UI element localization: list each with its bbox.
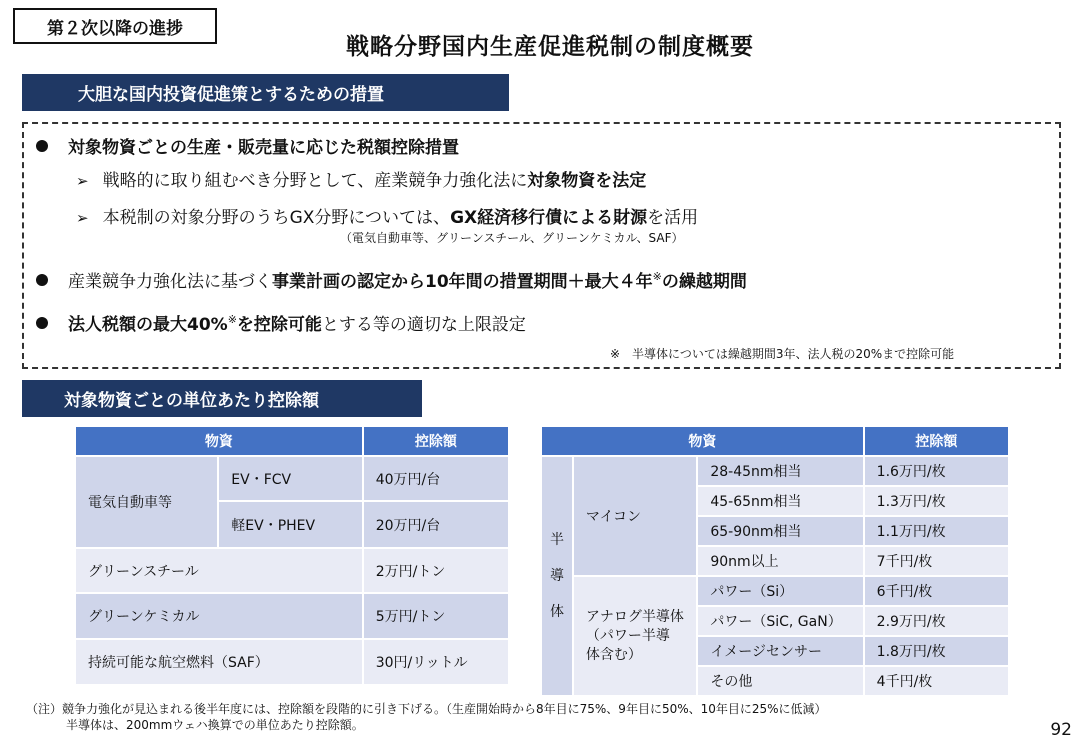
table-cell: 1.3万円/枚 [864, 486, 1009, 516]
col-header-amount: 控除額 [363, 426, 509, 456]
sub-item-gx: ➢ 本税制の対象分野のうちGX分野については、GX経済移行債による財源を活用 [76, 208, 699, 228]
gx-fields-note: （電気自動車等、グリーンスチール、グリーンケミカル、SAF） [340, 231, 684, 245]
table-cell: 90nm以上 [697, 546, 863, 576]
table-cell: パワー（SiC, GaN） [697, 606, 863, 636]
table-cell: 6千円/枚 [864, 576, 1009, 606]
table-cell: EV・FCV [218, 456, 362, 501]
table-cell: 45-65nm相当 [697, 486, 863, 516]
note-line: 半導体は、200mmウェハ換算での単位あたり控除額。 [66, 718, 364, 732]
page-number: 92 [1050, 720, 1072, 740]
semiconductor-category: 半 導 体 [541, 456, 573, 696]
right-credit-table [540, 425, 1010, 697]
table-cell: 1.6万円/枚 [864, 456, 1009, 486]
table-cell: 30円/リットル [363, 639, 509, 685]
table-cell: パワー（Si） [697, 576, 863, 606]
table-notes [26, 701, 827, 733]
micon-label: マイコン [573, 456, 697, 576]
bullet-cap: 法人税額の最大40%※を控除可能とする等の適切な上限設定 [36, 310, 526, 335]
left-credit-table [74, 425, 510, 686]
table-cell: 1.8万円/枚 [864, 636, 1009, 666]
table-cell: 2万円/トン [363, 548, 509, 593]
sub-item-legal: ➢ 戦略的に取り組むべき分野として、産業競争力強化法に対象物資を法定 [76, 171, 647, 191]
table-cell: 軽EV・PHEV [218, 501, 362, 548]
semiconductor-footnote: ※ 半導体については繰越期間3年、法人税の20%まで控除可能 [610, 347, 955, 361]
analog-semiconductor-label: アナログ半導体 （パワー半導 体含む） [573, 576, 697, 696]
bullet-icon [36, 140, 48, 152]
arrow-icon: ➢ [76, 172, 89, 190]
bullet-icon [36, 274, 48, 286]
col-header-item: 物資 [75, 426, 363, 456]
table-cell: 28-45nm相当 [697, 456, 863, 486]
table-cell: その他 [697, 666, 863, 696]
table-cell: 5万円/トン [363, 593, 509, 639]
col-header-item: 物資 [541, 426, 864, 456]
table-cell: 持続可能な航空燃料（SAF） [75, 639, 363, 685]
section-heading-measures: 大胆な国内投資促進策とするための措置 [22, 74, 509, 111]
bullet-tax-credit: 対象物資ごとの生産・販売量に応じた税額控除措置 [36, 133, 459, 158]
table-cell: 7千円/枚 [864, 546, 1009, 576]
table-cell: 65-90nm相当 [697, 516, 863, 546]
note-line: （注）競争力強化が見込まれる後半年度には、控除額を段階的に引き下げる。（生産開始時から8年目に75%、9年目に50%、10年目に25%に低減） [26, 702, 827, 716]
page-title: 戦略分野国内生産促進税制の制度概要 [346, 34, 754, 60]
bullet-icon [36, 317, 48, 329]
bullet-period: 産業競争力強化法に基づく事業計画の認定から10年間の措置期間＋最大４年※の繰越期間 [36, 267, 747, 292]
table-cell: 4千円/枚 [864, 666, 1009, 696]
table-cell: 2.9万円/枚 [864, 606, 1009, 636]
table-cell: 20万円/台 [363, 501, 509, 548]
table-cell: グリーンスチール [75, 548, 363, 593]
section-heading-credit-amounts: 対象物資ごとの単位あたり控除額 [22, 380, 422, 417]
arrow-icon: ➢ [76, 209, 89, 227]
table-cell: イメージセンサー [697, 636, 863, 666]
progress-tag: 第２次以降の進捗 [13, 8, 217, 44]
col-header-amount: 控除額 [864, 426, 1009, 456]
table-cell: グリーンケミカル [75, 593, 363, 639]
ev-group-label: 電気自動車等 [75, 456, 218, 548]
table-cell: 40万円/台 [363, 456, 509, 501]
table-cell: 1.1万円/枚 [864, 516, 1009, 546]
